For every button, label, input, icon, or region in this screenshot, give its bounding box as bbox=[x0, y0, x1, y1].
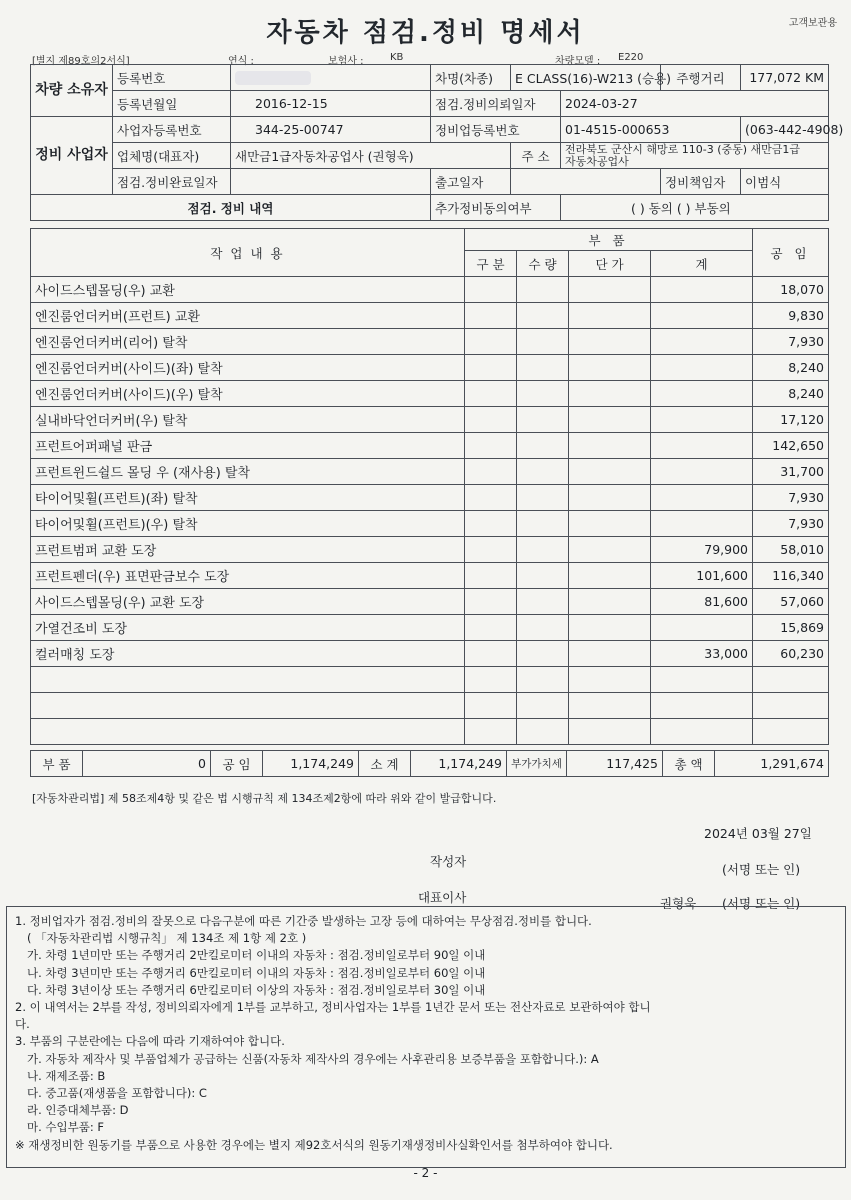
manager-label: 정비책임자 bbox=[661, 169, 741, 195]
work-item-unit-price bbox=[569, 355, 651, 381]
work-item-unit-price bbox=[569, 615, 651, 641]
work-item-name: 엔진룸언더커버(사이드)(우) 탈착 bbox=[31, 381, 465, 407]
note-line: 마. 수입부품: F bbox=[27, 1120, 105, 1135]
work-item-parts-total bbox=[651, 433, 753, 459]
business-section-label: 정비 사업자 bbox=[31, 117, 113, 195]
release-date-value bbox=[511, 169, 661, 195]
work-item-unit-price bbox=[569, 537, 651, 563]
totals-parts-label: 부 품 bbox=[31, 751, 83, 777]
work-item-parts-total bbox=[651, 407, 753, 433]
complete-date-label: 점검.정비완료일자 bbox=[113, 169, 231, 195]
totals-labor-label: 공 임 bbox=[211, 751, 263, 777]
work-content-header: 작 업 내 용 bbox=[31, 229, 465, 277]
work-item-type bbox=[465, 433, 517, 459]
work-item-type bbox=[465, 381, 517, 407]
address-value bbox=[561, 143, 829, 169]
work-item-labor bbox=[753, 719, 829, 745]
work-row bbox=[31, 407, 829, 433]
mileage-label: 주행거리 bbox=[661, 65, 741, 91]
note-line: ※ 재생정비한 원동기를 부품으로 사용한 경우에는 별지 제92호서식의 원동기재생정비사실확인서를 첨부하여야 합니다. bbox=[15, 1137, 613, 1152]
total-header: 계 bbox=[651, 251, 753, 277]
work-item-parts-total bbox=[651, 485, 753, 511]
work-item-name: 엔진룸언더커버(프런트) 교환 bbox=[31, 303, 465, 329]
insurer-label: 보험사 : bbox=[328, 56, 364, 67]
work-item-name: 가열건조비 도장 bbox=[31, 615, 465, 641]
work-item-qty bbox=[517, 511, 569, 537]
work-item-type bbox=[465, 303, 517, 329]
work-row bbox=[31, 381, 829, 407]
work-item-unit-price bbox=[569, 485, 651, 511]
work-item-parts-total bbox=[651, 719, 753, 745]
work-item-labor: 60,230 bbox=[753, 641, 829, 667]
document-title: 자동차 점검.정비 명세서 bbox=[266, 18, 585, 48]
work-item-name: 엔진룸언더커버(리어) 탈착 bbox=[31, 329, 465, 355]
work-row bbox=[31, 277, 829, 303]
work-item-type bbox=[465, 589, 517, 615]
request-date-value: 2024-03-27 bbox=[561, 91, 829, 117]
work-item-qty bbox=[517, 589, 569, 615]
work-item-unit-price bbox=[569, 511, 651, 537]
work-item-parts-total: 101,600 bbox=[651, 563, 753, 589]
reg-date-value: 2016-12-15 bbox=[231, 91, 431, 117]
work-item-name: 타이어및휠(프런트)(좌) 탈착 bbox=[31, 485, 465, 511]
note-line: 2. 이 내역서는 2부를 작성, 정비의뢰자에게 1부를 교부하고, 정비사업자는 1부를 1년간 문서 또는 전산자료로 보관하여야 합니 bbox=[15, 1000, 651, 1015]
work-item-name: 프런트범퍼 교환 도장 bbox=[31, 537, 465, 563]
car-name-label: 차명(차종) bbox=[431, 65, 511, 91]
reg-no-value bbox=[231, 65, 431, 91]
note-line: 다. bbox=[15, 1017, 30, 1032]
work-row bbox=[31, 719, 829, 745]
note-line: 가. 자동차 제작사 및 부품업체가 공급하는 신품(자동차 제작사의 경우에는 사후관리용 보증부품을 포함합니다.): A bbox=[27, 1051, 599, 1066]
work-item-qty bbox=[517, 693, 569, 719]
work-item-parts-total bbox=[651, 615, 753, 641]
work-item-name bbox=[31, 693, 465, 719]
notes-box bbox=[6, 906, 846, 1168]
work-row bbox=[31, 329, 829, 355]
note-line: ( 「자동차관리법 시행규칙」 제 134조 제 1항 제 2호 ) bbox=[27, 931, 307, 946]
work-row bbox=[31, 303, 829, 329]
work-item-unit-price bbox=[569, 459, 651, 485]
company-value: 새만금1급자동차공업사 (권형욱) bbox=[231, 143, 511, 169]
work-item-name: 프런트펜더(우) 표면판금보수 도장 bbox=[31, 563, 465, 589]
parts-header: 부 품 bbox=[465, 229, 753, 251]
work-item-qty bbox=[517, 355, 569, 381]
work-item-type bbox=[465, 277, 517, 303]
note-line: 나. 차령 3년미만 또는 주행거리 6만킬로미터 이내의 자동차 : 점검.정비일로부터 60일 이내 bbox=[27, 965, 486, 980]
work-item-unit-price bbox=[569, 277, 651, 303]
work-item-name: 사이드스텝몰딩(우) 교환 bbox=[31, 277, 465, 303]
work-item-qty bbox=[517, 329, 569, 355]
work-row bbox=[31, 537, 829, 563]
biz-reg-value: 344-25-00747 bbox=[231, 117, 431, 143]
work-item-parts-total bbox=[651, 511, 753, 537]
work-item-type bbox=[465, 407, 517, 433]
work-item-unit-price bbox=[569, 693, 651, 719]
address-line-1: 전라북도 군산시 해망로 110-3 (중동) 새만금1급 bbox=[565, 142, 801, 156]
work-item-parts-total bbox=[651, 303, 753, 329]
note-line: 3. 부품의 구분란에는 다음에 따라 기재하여야 합니다. bbox=[15, 1034, 285, 1049]
work-item-type bbox=[465, 537, 517, 563]
work-item-qty bbox=[517, 381, 569, 407]
work-item-unit-price bbox=[569, 589, 651, 615]
redacted-mask bbox=[235, 71, 311, 85]
year-label: 연식 : bbox=[228, 56, 254, 67]
work-item-type bbox=[465, 485, 517, 511]
qty-header: 수 량 bbox=[517, 251, 569, 277]
address-label: 주 소 bbox=[511, 143, 561, 169]
work-item-name: 프런트어퍼패널 판금 bbox=[31, 433, 465, 459]
work-row bbox=[31, 693, 829, 719]
ceo-sign-label: (서명 또는 인) bbox=[722, 896, 801, 911]
work-item-name: 컬러매칭 도장 bbox=[31, 641, 465, 667]
work-item-type bbox=[465, 667, 517, 693]
work-item-unit-price bbox=[569, 407, 651, 433]
work-item-parts-total bbox=[651, 459, 753, 485]
history-label: 점검. 정비 내역 bbox=[31, 195, 431, 221]
work-item-labor: 7,930 bbox=[753, 485, 829, 511]
info-table bbox=[30, 64, 844, 221]
work-item-unit-price bbox=[569, 719, 651, 745]
work-item-labor: 58,010 bbox=[753, 537, 829, 563]
reg-date-label: 등록년월일 bbox=[113, 91, 231, 117]
work-row bbox=[31, 511, 829, 537]
type-header: 구 분 bbox=[465, 251, 517, 277]
work-item-labor: 9,830 bbox=[753, 303, 829, 329]
model-value: E220 bbox=[618, 52, 644, 63]
totals-labor-value: 1,174,249 bbox=[263, 751, 359, 777]
work-item-parts-total bbox=[651, 381, 753, 407]
release-date-label: 출고일자 bbox=[431, 169, 511, 195]
work-table bbox=[30, 228, 829, 745]
reg-no-label: 등록번호 bbox=[113, 65, 231, 91]
totals-total-value: 1,291,674 bbox=[715, 751, 829, 777]
note-line: 1. 정비업자가 점검.정비의 잘못으로 다음구분에 따른 기간중 발생하는 고장 등에 대하여는 무상점검.정비를 합니다. bbox=[15, 914, 592, 928]
work-item-parts-total: 33,000 bbox=[651, 641, 753, 667]
work-item-labor: 57,060 bbox=[753, 589, 829, 615]
work-item-labor: 8,240 bbox=[753, 355, 829, 381]
work-item-unit-price bbox=[569, 381, 651, 407]
work-item-parts-total bbox=[651, 693, 753, 719]
repair-reg-value: 01-4515-000653 bbox=[561, 117, 741, 143]
work-item-type bbox=[465, 693, 517, 719]
work-item-type bbox=[465, 719, 517, 745]
note-line: 가. 차령 1년미만 또는 주행거리 2만킬로미터 이내의 자동차 : 점검.정비일로부터 90일 이내 bbox=[27, 948, 486, 963]
work-item-name: 엔진룸언더커버(사이드)(좌) 탈착 bbox=[31, 355, 465, 381]
work-row bbox=[31, 589, 829, 615]
biz-reg-label: 사업자등록번호 bbox=[113, 117, 231, 143]
complete-date-value bbox=[231, 169, 431, 195]
copy-label: 고객보관용 bbox=[788, 18, 837, 29]
note-line: 다. 중고품(재생품을 포함합니다): C bbox=[27, 1086, 207, 1101]
model-label: 차량모델 : bbox=[555, 56, 601, 67]
work-item-type bbox=[465, 641, 517, 667]
work-item-labor: 18,070 bbox=[753, 277, 829, 303]
work-item-name: 타이어및휠(프런트)(우) 탈착 bbox=[31, 511, 465, 537]
work-item-name: 프런트윈드쉴드 몰딩 우 (재사용) 탈착 bbox=[31, 459, 465, 485]
page-number: - 2 - bbox=[413, 1166, 438, 1180]
work-item-parts-total bbox=[651, 667, 753, 693]
work-item-qty bbox=[517, 537, 569, 563]
totals-vat-value: 117,425 bbox=[567, 751, 663, 777]
work-item-type bbox=[465, 355, 517, 381]
work-item-labor bbox=[753, 693, 829, 719]
work-item-labor: 142,650 bbox=[753, 433, 829, 459]
insurer-value: KB bbox=[390, 52, 404, 63]
work-item-qty bbox=[517, 485, 569, 511]
work-row bbox=[31, 355, 829, 381]
phone-value: (063-442-4908) bbox=[741, 117, 829, 143]
work-item-labor: 8,240 bbox=[753, 381, 829, 407]
manager-value: 이범식 bbox=[741, 169, 829, 195]
mileage-value: 177,072 KM bbox=[741, 65, 829, 91]
work-item-unit-price bbox=[569, 641, 651, 667]
work-item-parts-total: 81,600 bbox=[651, 589, 753, 615]
work-item-qty bbox=[517, 563, 569, 589]
work-item-type bbox=[465, 329, 517, 355]
totals-subtotal-label: 소 계 bbox=[359, 751, 411, 777]
work-row bbox=[31, 433, 829, 459]
work-item-unit-price bbox=[569, 329, 651, 355]
work-item-type bbox=[465, 459, 517, 485]
request-date-label: 점검.정비의뢰일자 bbox=[431, 91, 561, 117]
work-item-labor: 116,340 bbox=[753, 563, 829, 589]
work-item-qty bbox=[517, 303, 569, 329]
work-row bbox=[31, 641, 829, 667]
totals-subtotal-value: 1,174,249 bbox=[411, 751, 507, 777]
work-row bbox=[31, 485, 829, 511]
work-item-parts-total bbox=[651, 355, 753, 381]
note-line: 나. 재제조품: B bbox=[27, 1068, 106, 1083]
work-item-name: 사이드스텝몰딩(우) 교환 도장 bbox=[31, 589, 465, 615]
work-row bbox=[31, 667, 829, 693]
car-name-value: E CLASS(16)-W213 (승용) bbox=[511, 65, 661, 91]
work-item-name bbox=[31, 719, 465, 745]
work-item-labor bbox=[753, 667, 829, 693]
company-label: 업체명(대표자) bbox=[113, 143, 231, 169]
work-item-labor: 7,930 bbox=[753, 329, 829, 355]
note-line: 라. 인증대체부품: D bbox=[27, 1103, 129, 1118]
work-item-qty bbox=[517, 667, 569, 693]
work-item-type bbox=[465, 511, 517, 537]
work-item-qty bbox=[517, 407, 569, 433]
totals-table bbox=[30, 750, 829, 777]
work-row bbox=[31, 459, 829, 485]
repair-reg-label: 정비업등록번호 bbox=[431, 117, 561, 143]
work-item-parts-total bbox=[651, 329, 753, 355]
work-item-qty bbox=[517, 277, 569, 303]
work-item-name bbox=[31, 667, 465, 693]
work-item-parts-total bbox=[651, 277, 753, 303]
totals-vat-label: 부가가치세 bbox=[507, 751, 567, 777]
writer-sign-label: (서명 또는 인) bbox=[722, 862, 801, 877]
work-item-qty bbox=[517, 459, 569, 485]
work-item-type bbox=[465, 563, 517, 589]
work-item-labor: 7,930 bbox=[753, 511, 829, 537]
totals-parts-value: 0 bbox=[83, 751, 211, 777]
work-item-unit-price bbox=[569, 303, 651, 329]
work-item-unit-price bbox=[569, 563, 651, 589]
law-text: [자동차관리법] 제 58조제4항 및 같은 법 시행규칙 제 134조제2항에 따라 위와 같이 발급합니다. bbox=[32, 792, 497, 805]
ceo-label: 대표이사 bbox=[418, 890, 467, 905]
consent-label: 추가정비동의여부 bbox=[431, 195, 561, 221]
totals-total-label: 총 액 bbox=[663, 751, 715, 777]
consent-value: ( ) 동의 ( ) 부동의 bbox=[561, 195, 829, 221]
work-item-type bbox=[465, 615, 517, 641]
work-item-labor: 15,869 bbox=[753, 615, 829, 641]
issue-date: 2024년 03월 27일 bbox=[704, 826, 812, 841]
work-row bbox=[31, 615, 829, 641]
work-item-qty bbox=[517, 433, 569, 459]
work-item-qty bbox=[517, 641, 569, 667]
work-item-qty bbox=[517, 719, 569, 745]
work-item-unit-price bbox=[569, 433, 651, 459]
owner-section-label: 차량 소유자 bbox=[31, 65, 113, 117]
work-item-labor: 31,700 bbox=[753, 459, 829, 485]
work-item-labor: 17,120 bbox=[753, 407, 829, 433]
form-number: [별지 제89호의2서식] bbox=[32, 56, 130, 67]
labor-header: 공 임 bbox=[753, 229, 829, 277]
work-row bbox=[31, 563, 829, 589]
note-line: 다. 차령 3년이상 또는 주행거리 6만킬로미터 이상의 자동차 : 점검.정비일로부터 30일 이내 bbox=[27, 982, 486, 997]
address-line-2: 자동차공업사 bbox=[565, 154, 629, 168]
work-item-parts-total: 79,900 bbox=[651, 537, 753, 563]
ceo-name: 권형욱 bbox=[660, 896, 697, 911]
writer-label: 작성자 bbox=[430, 854, 467, 869]
work-item-name: 실내바닥언더커버(우) 탈착 bbox=[31, 407, 465, 433]
work-item-unit-price bbox=[569, 667, 651, 693]
work-item-qty bbox=[517, 615, 569, 641]
unit-price-header: 단 가 bbox=[569, 251, 651, 277]
